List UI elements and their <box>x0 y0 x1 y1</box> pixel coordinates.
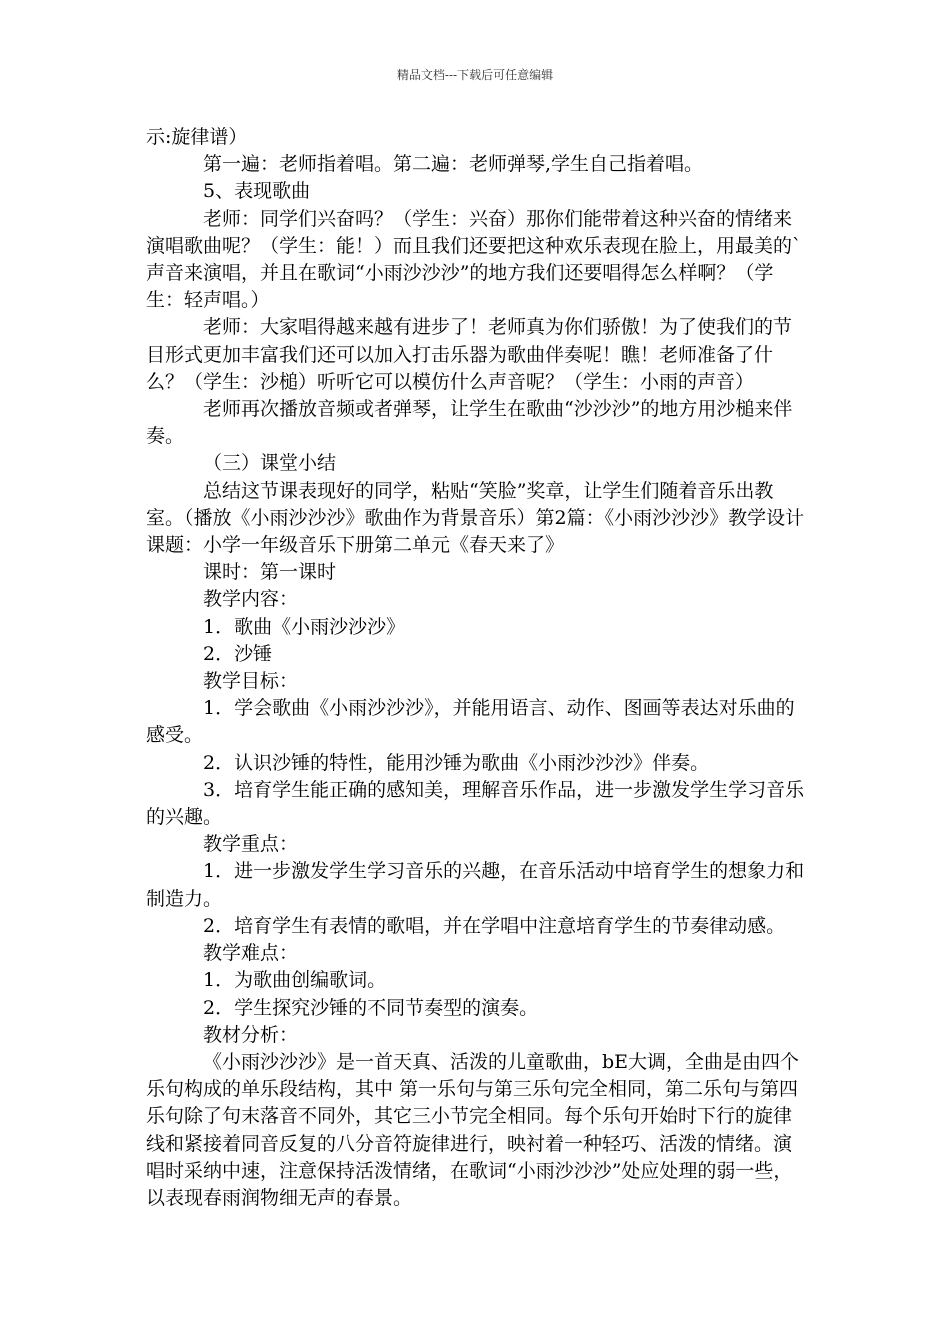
paragraph: 2．培育学生有表情的歌唱，并在学唱中注意培育学生的节奏律动感。 <box>203 914 786 937</box>
paragraph: 5、表现歌曲 <box>203 180 311 203</box>
paragraph: 示:旋律谱） <box>146 126 248 148</box>
paragraph: 2．认识沙锤的特性，能用沙锤为歌曲《小雨沙沙沙》伴奏。 <box>203 751 710 774</box>
paragraph: 1．歌曲《小雨沙沙沙》 <box>203 615 406 638</box>
paragraph: 2．沙锤 <box>203 642 273 665</box>
paragraph: 3．培育学生能正确的感知美，理解音乐作品，进一步激发学生学习音乐的兴趣。 <box>146 778 805 829</box>
document-body <box>146 124 810 1212</box>
paragraph: 《小雨沙沙沙》是一首天真、活泼的儿童歌曲，bE大调，全曲是由四个乐句构成的单乐段结构，其中 第一乐句与第三乐句完全相同，第二乐句与第四乐句除了句末落音不同外，其它三小节完全相同。每个乐句开始时下行的旋律线和紧接着同音反复的八分音符旋律进行，映衬着一种轻巧、活泼的情绪。演唱时采纳中速，注意保持活泼情绪，在歌词“小雨沙沙沙”处应处理的弱一些，以表现春雨润物细无声的春景。 <box>146 1050 800 1209</box>
paragraph: 老师：大家唱得越来越有进步了！老师真为你们骄傲！为了使我们的节目形式更加丰富我们还可以加入打击乐器为歌曲伴奏呢！瞧！老师准备了什么？（学生：沙槌）听听它可以模仿什么声音呢？（学生：小雨的声音） <box>146 316 793 393</box>
paragraph: 1．为歌曲创编歌词。 <box>203 969 387 992</box>
paragraph: 教学目标： <box>203 670 299 693</box>
paragraph: 1．学会歌曲《小雨沙沙沙》，并能用语言、动作、图画等表达对乐曲的感受。 <box>146 697 795 747</box>
paragraph: 2．学生探究沙锤的不同节奏型的演奏。 <box>203 996 539 1019</box>
paragraph: 教学内容： <box>203 588 299 611</box>
paragraph: （三）课堂小结 <box>203 452 337 475</box>
paragraph: 教学难点： <box>203 942 299 965</box>
paragraph: 1．进一步激发学生学习音乐的兴趣，在音乐活动中培育学生的想象力和制造力。 <box>146 860 805 910</box>
paragraph: 老师：同学们兴奋吗？（学生：兴奋）那你们能带着这种兴奋的情绪来演唱歌曲呢？（学生：能！）而且我们还要把这种欢乐表现在脸上，用最美的`声音来演唱，并且在歌词“小雨沙沙沙”的地方我们还要唱得怎么样啊？（学生：轻声唱。） <box>146 207 802 312</box>
paragraph: 总结这节课表现好的同学，粘贴“笑脸”奖章，让学生们随着音乐出教室。（播放《小雨沙沙沙》歌曲作为背景音乐）第2篇：《小雨沙沙沙》教学设计课题：小学一年级音乐下册第二单元《春天来了》 <box>146 479 805 557</box>
paragraph: 第一遍：老师指着唱。第二遍：老师弹琴,学生自己指着唱。 <box>203 153 704 176</box>
paragraph: 老师再次播放音频或者弹琴，让学生在歌曲“沙沙沙”的地方用沙槌来伴奏。 <box>146 398 793 448</box>
paragraph: 教材分析： <box>203 1023 299 1046</box>
paragraph: 教学重点： <box>203 833 299 856</box>
page-header: 精品文档---下载后可任意编辑 <box>396 68 554 82</box>
paragraph: 课时：第一课时 <box>203 561 337 584</box>
